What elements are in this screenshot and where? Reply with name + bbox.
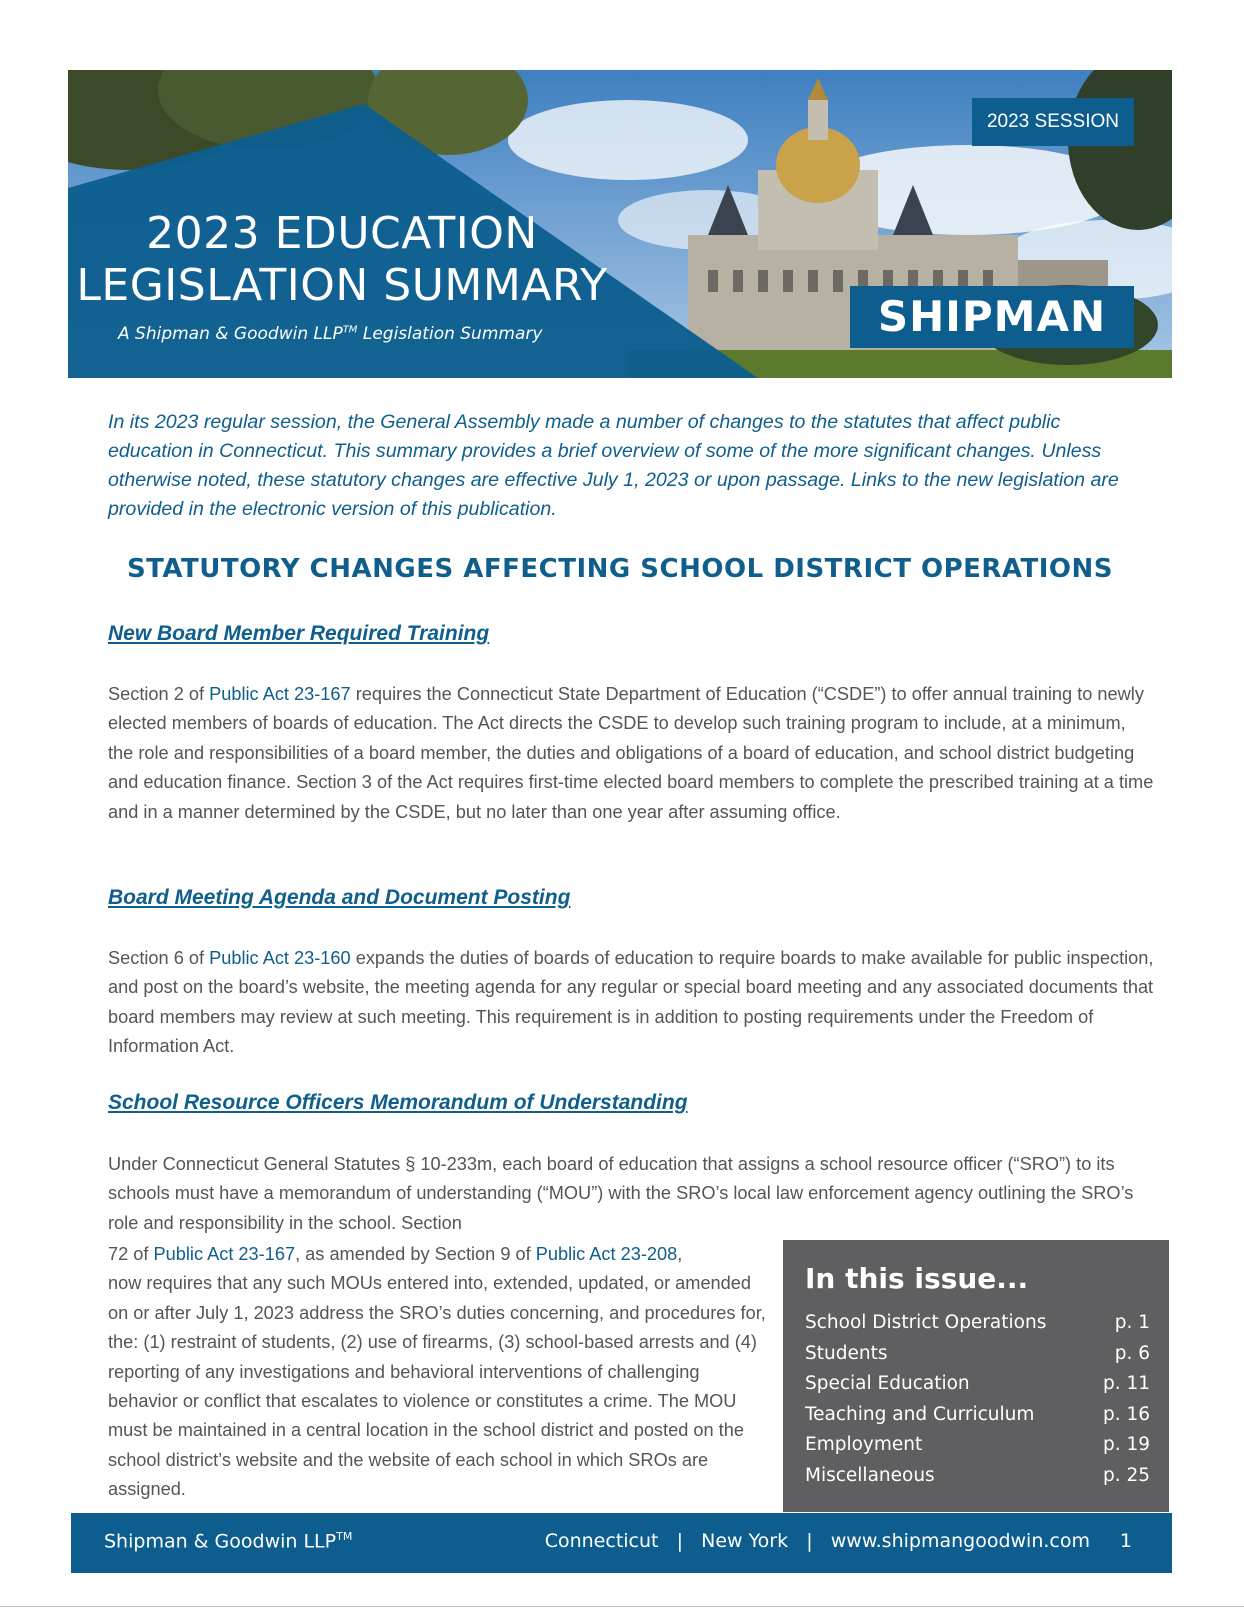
public-act-link[interactable]: Public Act 23-208 (535, 1244, 678, 1264)
in-this-issue-list (805, 1308, 1150, 1491)
article-heading-board-training: New Board Member Required Training (108, 622, 490, 645)
page-edge-divider (0, 1606, 1244, 1607)
public-act-link[interactable]: Public Act 23-167 (209, 684, 351, 704)
issue-item[interactable]: Miscellaneous p. 25 (805, 1464, 1150, 1486)
issue-item[interactable]: Students p. 6 (805, 1342, 1150, 1364)
article-body-board-training: Section 2 of Public Act 23-167 requires the Connecticut State Department of Education (“CSDE”) to offer annual training to newly elected members of boards of education. The Act directs the CSDE to develop such training program to include, at a minimum, the role and responsibilities of a board member, the duties and obligations of a board of education, and school district budgeting and education finance. Section 3 of the Act requires first-time elected board members to complete the prescribed training at a time and in a manner determined by the CSDE, but no later than one year after assuming office. (108, 684, 1154, 822)
banner-title-line1: 2023 EDUCATION (146, 208, 538, 259)
issue-item[interactable]: School District Operations p. 1 (805, 1312, 1150, 1333)
footer-firm-name: Shipman & Goodwin LLP™ (104, 1530, 353, 1553)
article-heading-agenda-posting: Board Meeting Agenda and Document Posting (108, 886, 571, 909)
page-footer (71, 1513, 1172, 1573)
public-act-link[interactable]: Public Act 23-167 (153, 1244, 296, 1264)
public-act-link[interactable]: Public Act 23-160 (209, 948, 351, 968)
shipman-logo: SHIPMAN (850, 286, 1134, 348)
article-heading-sro-mou: School Resource Officers Memorandum of Understanding (108, 1091, 688, 1114)
banner-subtitle: A Shipman & Goodwin LLP™ Legislation Summary (118, 324, 543, 344)
issue-item[interactable]: Employment p. 19 (805, 1434, 1150, 1455)
issue-item[interactable]: Teaching and Curriculum p. 16 (805, 1403, 1150, 1425)
section-heading: STATUTORY CHANGES AFFECTING SCHOOL DISTRICT OPERATIONS (126, 554, 1114, 584)
footer-locations[interactable]: Connecticut | New York | www.shipmangoodwin.com (544, 1530, 1090, 1552)
article-body-sro-mou-cont: 72 of Public Act 23-167, as amended by Section 9 of Public Act 23-208, now requires that any such MOUs entered into, extended, updated, or amended on or after July 1, 2023 address the SRO’s duties concerning, and procedures for, the: (1) restraint of students, (2) use of firearms, (3) school-based arrests and (4) reporting of any investigations and behavioral interventions of challenging behavior or conflict that escalates to violence or constitutes a crime. The MOU must be maintained in a central location in the school district and posted on the school district’s website and the website of each school in which SROs are assigned. (108, 1244, 766, 1500)
issue-item[interactable]: Special Education p. 11 (805, 1373, 1150, 1394)
article-body-sro-mou-intro: Under Connecticut General Statutes § 10-233m, each board of education that assigns a school resource officer (“SRO”) to its schools must have a memorandum of understanding (“MOU”) with the SRO’s local law enforcement agency outlining the SRO’s role and responsibility in the school. Section (108, 1154, 1134, 1233)
header-banner (68, 70, 1172, 378)
intro-paragraph: In its 2023 regular session, the General Assembly made a number of changes to the statutes that affect public education in Connecticut. This summary provides a brief overview of some of the more significant changes. Unless otherwise noted, these statutory changes are effective July 1, 2023 or upon passage. Links to the new legislation are provided in the electronic version of this publication. (108, 411, 1119, 520)
in-this-issue-title: In this issue... (805, 1262, 1029, 1295)
page-number: 1 (1119, 1530, 1132, 1552)
banner-title-line2: LEGISLATION SUMMARY (76, 260, 608, 311)
session-badge: 2023 SESSION (972, 98, 1134, 146)
in-this-issue-box (783, 1240, 1169, 1512)
article-body-agenda-posting: Section 6 of Public Act 23-160 expands the duties of boards of education to require boards to make available for public inspection, and post on the board’s website, the meeting agenda for any regular or special board meeting and any associated documents that board members may review at such meeting. This requirement is in addition to posting requirements under the Freedom of Information Act. (108, 948, 1154, 1057)
